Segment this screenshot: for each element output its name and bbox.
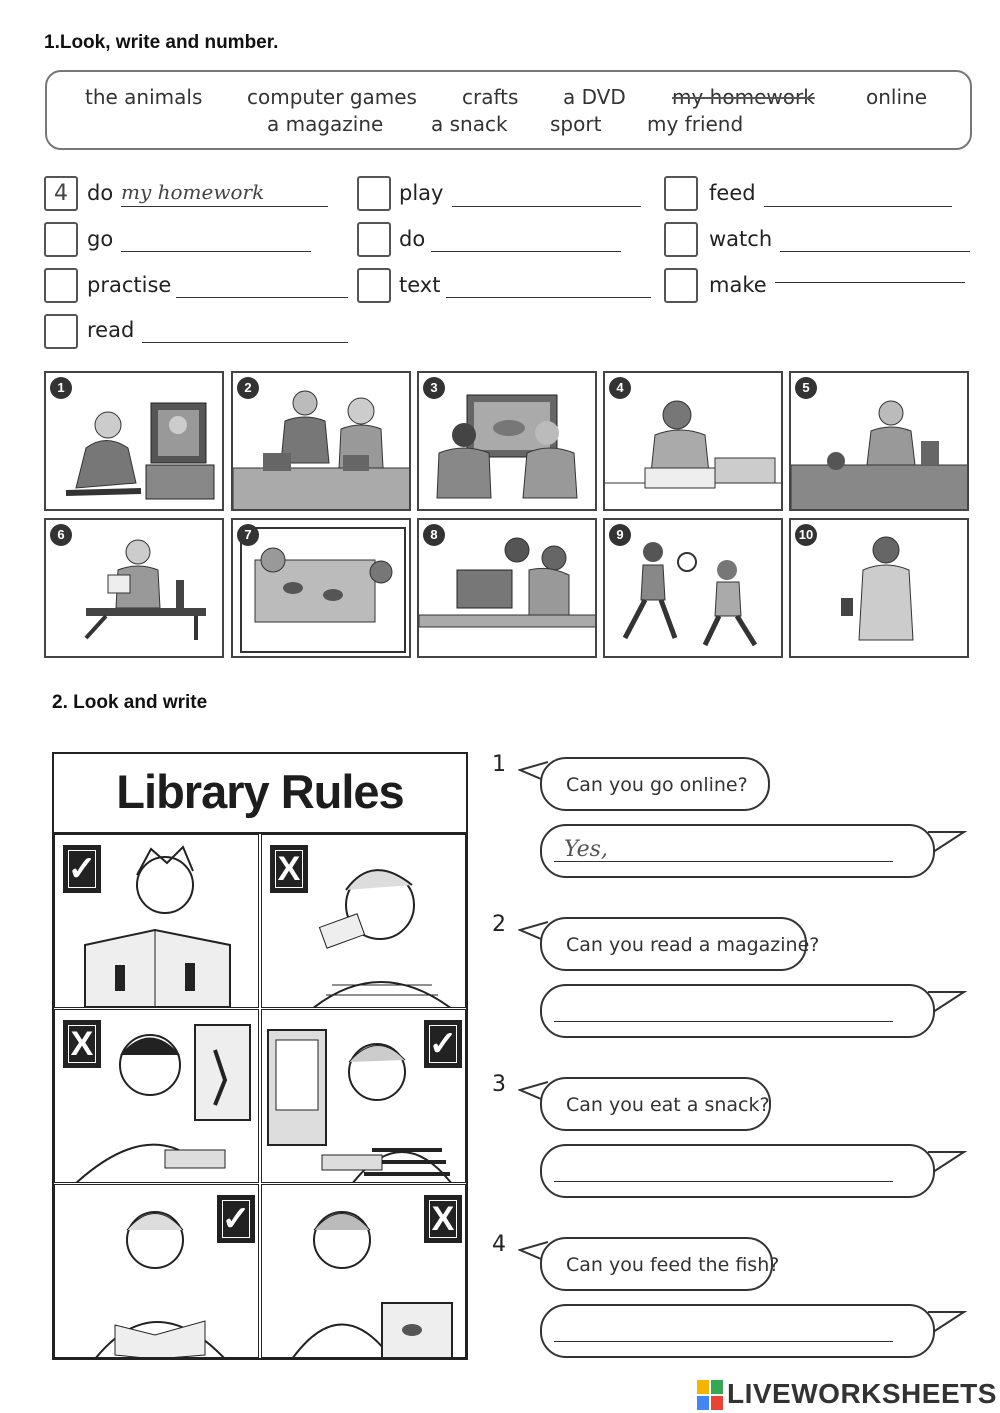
liveworksheets-icon <box>697 1380 725 1412</box>
question-number: 4 <box>492 1232 506 1257</box>
answer-input[interactable] <box>121 177 328 206</box>
library-rules-poster <box>52 752 468 1360</box>
girl-doing-homework-illustration <box>605 373 783 511</box>
library-title: Library Rules <box>116 765 404 818</box>
picture-number: 8 <box>423 524 445 546</box>
answer-input[interactable] <box>564 1152 893 1186</box>
answer-line[interactable] <box>775 253 965 283</box>
number-box[interactable] <box>44 222 78 257</box>
task-verb: play <box>399 181 444 205</box>
answer-input[interactable] <box>780 222 970 251</box>
question-number: 2 <box>492 912 506 937</box>
number-input[interactable] <box>666 270 696 301</box>
rule-cell-magazine <box>54 1184 259 1358</box>
answer-line[interactable] <box>121 222 311 252</box>
picture-number: 10 <box>795 524 817 546</box>
picture-number: 6 <box>50 524 72 546</box>
answer-bubble[interactable] <box>540 1144 935 1198</box>
kids-playing-games-illustration <box>419 373 597 511</box>
liveworksheets-wordmark: LIVEWORKSHEETS <box>727 1378 997 1409</box>
task-verb: watch <box>709 227 773 251</box>
question-text: Can you read a magazine? <box>566 934 820 956</box>
number-box[interactable] <box>357 176 391 211</box>
kids-at-aquarium-illustration <box>233 520 411 658</box>
word-bank <box>45 70 972 150</box>
number-input[interactable] <box>46 224 76 255</box>
number-input[interactable] <box>46 316 76 347</box>
task-verb: feed <box>709 181 756 205</box>
rule-cell-online <box>261 1009 466 1183</box>
rule-cell-fish <box>261 1184 466 1358</box>
picture-text-friend <box>789 518 969 658</box>
number-box[interactable] <box>664 176 698 211</box>
picture-number: 9 <box>609 524 631 546</box>
exercise-2-heading: 2. Look and write <box>52 692 208 713</box>
answer-line[interactable] <box>431 222 621 252</box>
rule-cell-reading <box>54 834 259 1008</box>
picture-crafts <box>789 371 969 511</box>
kids-eating-snack-illustration <box>233 373 411 511</box>
number-box[interactable] <box>44 268 78 303</box>
question-text: Can you go online? <box>566 774 748 796</box>
task-verb: practise <box>87 273 172 297</box>
word-bank-item: my friend <box>647 112 744 136</box>
kids-at-laptop-illustration <box>419 520 597 658</box>
word-bank-item: a magazine <box>267 112 384 136</box>
answer-line[interactable] <box>764 177 952 207</box>
answer-input[interactable] <box>121 222 311 251</box>
word-bank-item: a DVD <box>563 85 626 109</box>
girl-making-crafts-illustration <box>791 373 969 511</box>
picture-feed-animals <box>231 518 411 658</box>
question-number: 3 <box>492 1072 506 1097</box>
picture-number: 5 <box>795 377 817 399</box>
picture-watch-dvd <box>44 371 224 511</box>
answer-input[interactable] <box>446 268 651 297</box>
answer-input[interactable] <box>176 268 348 297</box>
answer-input[interactable] <box>775 253 965 282</box>
question-text: Can you eat a snack? <box>566 1094 770 1116</box>
check-mark-icon: ✓ <box>217 1195 255 1243</box>
number-box[interactable] <box>357 222 391 257</box>
kids-playing-sport-illustration <box>605 520 783 658</box>
number-box[interactable] <box>44 314 78 349</box>
number-box[interactable] <box>357 268 391 303</box>
answer-input[interactable] <box>764 177 952 206</box>
question-bubble <box>540 917 820 971</box>
word-bank-item: sport <box>550 112 602 136</box>
answer-input[interactable] <box>431 222 621 251</box>
answer-line[interactable] <box>446 268 651 298</box>
number-input[interactable] <box>359 224 389 255</box>
picture-read-magazine <box>44 518 224 658</box>
library-title-box <box>54 754 466 834</box>
word-bank-item: the animals <box>85 85 203 109</box>
number-input[interactable] <box>666 178 696 209</box>
number-input[interactable] <box>359 178 389 209</box>
task-verb: do <box>87 181 114 205</box>
picture-number: 4 <box>609 377 631 399</box>
answer-input[interactable] <box>564 1312 893 1346</box>
answer-line[interactable] <box>452 177 641 207</box>
number-box[interactable] <box>664 222 698 257</box>
task-verb: make <box>709 273 767 297</box>
task-verb: text <box>399 273 441 297</box>
picture-homework <box>603 371 783 511</box>
cross-mark-icon: X <box>424 1195 462 1243</box>
answer-line[interactable] <box>780 222 970 252</box>
picture-number: 2 <box>237 377 259 399</box>
picture-number: 1 <box>50 377 72 399</box>
answer-line[interactable] <box>121 177 328 207</box>
picture-number: 7 <box>237 524 259 546</box>
boy-reading-bench-illustration <box>46 520 224 658</box>
cross-mark-icon: X <box>270 845 308 893</box>
picture-sport <box>603 518 783 658</box>
word-bank-item: computer games <box>247 85 417 109</box>
check-mark-icon: ✓ <box>424 1020 462 1068</box>
question-bubble <box>540 757 770 811</box>
check-mark-icon: ✓ <box>63 845 101 893</box>
answer-input[interactable] <box>452 177 641 206</box>
answer-bubble[interactable] <box>540 1304 935 1358</box>
picture-online <box>417 518 597 658</box>
number-input[interactable] <box>46 178 76 209</box>
number-box[interactable] <box>664 268 698 303</box>
answer-line[interactable] <box>176 268 348 298</box>
task-verb: do <box>399 227 426 251</box>
picture-number: 3 <box>423 377 445 399</box>
answer-input[interactable] <box>142 313 348 342</box>
boy-texting-illustration <box>791 520 969 658</box>
question-bubble <box>540 1237 780 1291</box>
rule-cell-games <box>54 1009 259 1183</box>
number-box[interactable] <box>44 176 78 211</box>
word-bank-item: online <box>866 85 928 109</box>
boy-watching-tv-illustration <box>46 373 224 511</box>
word-bank-item: crafts <box>462 85 519 109</box>
rule-cell-eating <box>261 834 466 1008</box>
number-input[interactable] <box>46 270 76 301</box>
number-input[interactable] <box>666 224 696 255</box>
task-verb: read <box>87 318 135 342</box>
picture-eat-snack <box>231 371 411 511</box>
word-bank-item-used: my homework <box>672 85 815 109</box>
question-number: 1 <box>492 752 506 777</box>
exercise-1-heading: 1.Look, write and number. <box>44 32 279 53</box>
answer-bubble[interactable] <box>540 824 935 878</box>
word-bank-item: a snack <box>431 112 508 136</box>
answer-input[interactable] <box>564 992 893 1026</box>
number-input[interactable] <box>359 270 389 301</box>
task-verb: go <box>87 227 114 251</box>
question-bubble <box>540 1077 771 1131</box>
answer-line[interactable] <box>142 313 348 343</box>
answer-input[interactable] <box>564 832 893 866</box>
answer-bubble[interactable] <box>540 984 935 1038</box>
picture-computer-games <box>417 371 597 511</box>
cross-mark-icon: X <box>63 1020 101 1068</box>
question-text: Can you feed the fish? <box>566 1254 780 1276</box>
